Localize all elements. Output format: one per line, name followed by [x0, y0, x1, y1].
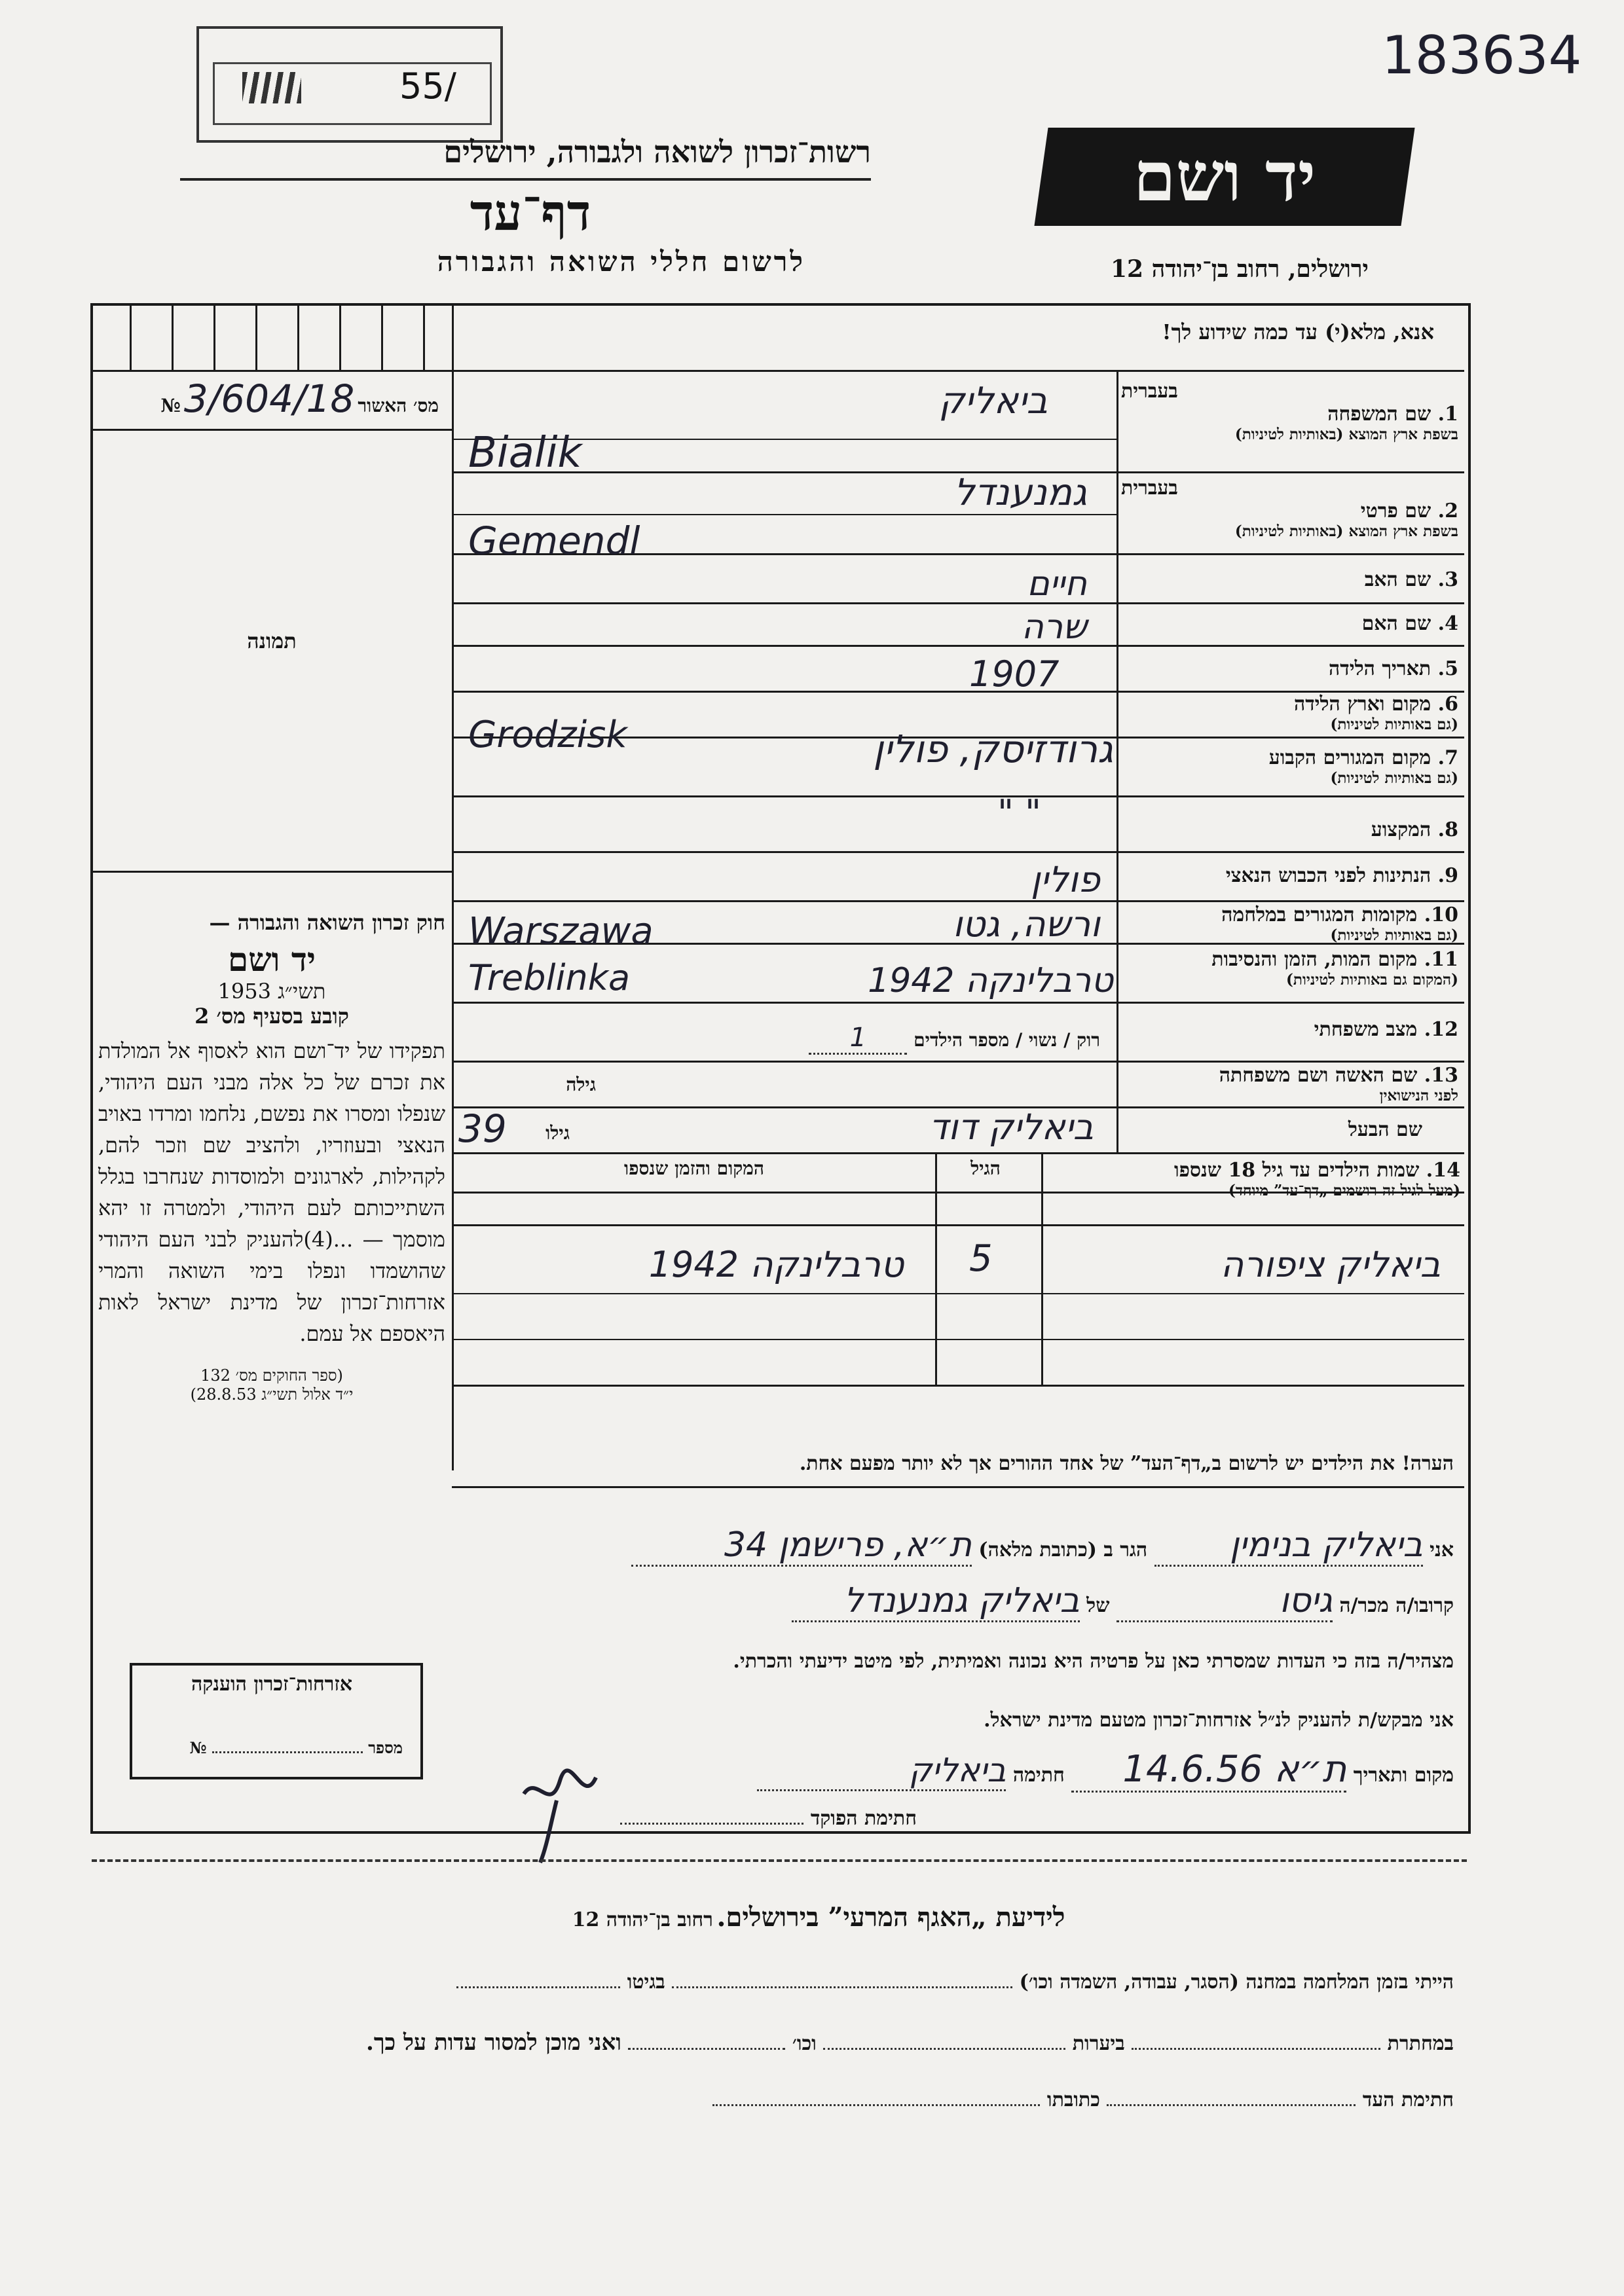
firstname-hebrew: גמנענדל	[953, 471, 1087, 514]
archive-number: 183634	[1382, 25, 1582, 86]
field-7-label: 7. מקום המגורים הקבוע	[1268, 746, 1458, 769]
children-note: (מעל לגיל זה רושמים „דף־עד” מיוחד)	[1228, 1182, 1460, 1199]
children-title-block	[1048, 1159, 1460, 1199]
law-year	[98, 979, 445, 1004]
law-year-heb: תשי״ג	[278, 979, 326, 1004]
field-11-sub: (המקום גם באותיות לטיניות)	[1286, 971, 1458, 989]
marital-options	[809, 1023, 1100, 1055]
authority-underline	[180, 178, 871, 181]
child-place: טרבלינקה 1942	[648, 1244, 904, 1285]
header-address: ירושלים, רחוב בן־יהודה 12	[1110, 255, 1369, 283]
birth-place-latin: Grodzisk	[468, 714, 627, 756]
signature: ביאליק	[757, 1751, 1006, 1791]
firstname-latin: Gemendl	[468, 519, 640, 563]
children-age-divider-right	[1041, 1152, 1043, 1385]
footer-camp-text: הייתי בזמן המלחמה במחנה (הסגר, עבודה, השמדה וכו׳)	[1019, 1971, 1454, 1994]
cell-tick	[213, 305, 215, 370]
husband-age: 39	[458, 1106, 507, 1151]
field-4: 4. שם האם	[1361, 612, 1458, 635]
officer-sig-blank	[620, 1823, 803, 1825]
field-9: 9. הנתינות לפני הכבוש הנאצי	[1225, 864, 1458, 887]
footer-ready: ואני מוכן למסור עדות על כך.	[366, 2030, 621, 2056]
footer-underground-blank	[1132, 2048, 1380, 2050]
surname-latin: Bialik	[468, 429, 582, 477]
declaration: מצהיר/ה בזה כי העדות שמסרתי כאן על פרטיה היא נכונה ואמיתית, לפי מיטב ידיעתי והכרתי.	[733, 1650, 1454, 1673]
row-line	[452, 1002, 1464, 1004]
field-5: 5. תאריך הלידה	[1329, 657, 1458, 680]
children-end-line	[452, 1385, 1464, 1387]
approval-divider	[92, 429, 452, 431]
field-6	[1121, 693, 1458, 733]
field-13-sub: לפני הנישואין	[1379, 1087, 1458, 1104]
row-line	[452, 795, 1464, 797]
field-1	[1121, 380, 1458, 443]
field-3: 3. שם האב	[1364, 568, 1458, 591]
row-line	[452, 900, 1464, 902]
stamp-marks	[242, 72, 301, 103]
cell-tick	[423, 305, 425, 370]
cell-tick	[255, 305, 257, 370]
footer-divider	[92, 1859, 1467, 1862]
place-date-label: מקום ותאריך	[1353, 1764, 1454, 1787]
law-title: חוק זכרון השואה והגבורה —	[209, 910, 445, 935]
surname-hebrew: ביאליק	[938, 380, 1048, 422]
footer-ghetto: בגיטו	[627, 1971, 665, 1994]
field-7-sub: (גם באותיות לטיניות)	[1330, 769, 1458, 787]
footer-title-row	[458, 1902, 1179, 1933]
children-place-header: המקום והזמן שנספו	[624, 1157, 764, 1179]
footer-etc: וכו׳	[792, 2032, 817, 2055]
field-2-label: 2. שם פרטי	[1360, 500, 1458, 522]
relative-row	[792, 1581, 1454, 1622]
children-age-header: הגיל	[970, 1157, 1001, 1179]
relative-label: קרובו/ה מכר/ה	[1339, 1594, 1454, 1617]
field-6-sub: (גם באותיות לטיניות)	[1330, 716, 1458, 733]
field-2	[1121, 477, 1458, 540]
footer-address-blank	[712, 2104, 1040, 2106]
field-11-label: 11. מקום המות, הזמן והנסיבות	[1211, 948, 1458, 971]
cell-tick	[130, 305, 132, 370]
footer-witness-sig: חתימת העד	[1362, 2088, 1454, 2111]
citizenship-title: אזרחות־זכרון הוענקה	[191, 1673, 353, 1696]
child-age: 5	[969, 1237, 993, 1280]
of-name: ביאליק גמנענדל	[792, 1581, 1080, 1622]
field-13-label: 13. שם האשה ושם משפחתה	[1219, 1064, 1458, 1087]
citizenship-number-prefix: №	[189, 1738, 207, 1757]
nationality: פולין	[1031, 859, 1100, 900]
law-name: יד ושם	[228, 940, 316, 979]
footer-forests: ביערות	[1072, 2032, 1125, 2055]
field-1-label: 1. שם המשפחה	[1327, 403, 1458, 426]
law-source-date: י״ד אלול תשי״ג 28.8.53)	[190, 1385, 354, 1404]
authority-line: רשות־זכרון לשואה ולגבורה, ירושלים	[443, 134, 871, 170]
footer-line-2	[366, 2030, 1454, 2056]
approval-prefix: №	[160, 395, 181, 416]
citizenship-number	[141, 1738, 403, 1758]
law-block	[98, 910, 445, 1404]
field-1-heb-tag: בעברית	[1121, 380, 1178, 403]
law-year-num: 1953	[217, 979, 271, 1004]
citizenship-request: אני מבקש/ת להעניק לנ״ל אזרחות־זכרון מטעם מדינת ישראל.	[984, 1709, 1454, 1732]
field-1-sub: בשפת ארץ המוצא (באותיות לטיניות)	[1234, 426, 1458, 443]
photo-label: תמונה	[247, 629, 297, 653]
approval-number-row	[118, 376, 439, 422]
law-clause: קובע בסעיף מס׳ 2	[194, 1004, 349, 1029]
field-6-label: 6. מקום וארץ הלידה	[1293, 693, 1458, 716]
footer-forests-blank	[823, 2048, 1065, 2050]
cell-tick	[339, 305, 341, 370]
husband-age-label: גילו	[545, 1122, 570, 1144]
marital-options-text: רוק / נשוי / מספר הילדים	[913, 1029, 1100, 1051]
row-line	[452, 1152, 1464, 1154]
field-7	[1121, 746, 1458, 787]
footer-address-label: כתובתו	[1046, 2088, 1100, 2111]
children-count: 1	[809, 1023, 907, 1055]
approval-value: 3/604/18	[183, 376, 355, 421]
field-10-sub: (גם באותיות לטיניות)	[1330, 926, 1458, 944]
citizenship-number-label: מספר	[368, 1738, 403, 1757]
child-name: ביאליק ציפורה	[1221, 1244, 1441, 1285]
row-line	[452, 851, 1464, 853]
footer-line-1	[456, 1971, 1454, 1994]
labels-divider	[1116, 371, 1118, 1153]
declarant-row	[631, 1525, 1454, 1567]
birth-date: 1907	[969, 653, 1060, 695]
row-line	[452, 602, 1464, 604]
of-label: של	[1086, 1594, 1110, 1617]
field-10-label: 10. מקומות המגורים במלחמה	[1221, 903, 1458, 926]
footer-title: לידיעת „האגף המרעי” בירושלים.	[716, 1902, 1065, 1933]
form-subtitle: לרשום חללי השואה והגבורה	[437, 246, 805, 278]
husband-name: ביאליק דוד	[929, 1106, 1094, 1148]
row-line	[452, 1061, 1464, 1063]
footer-line-3	[712, 2088, 1454, 2111]
mother-name: שרה	[1021, 608, 1087, 647]
relation: גיסו	[1116, 1581, 1333, 1622]
officer-label: חתימת הפוקד	[810, 1807, 917, 1830]
children-title: 14. שמות הילדים עד גיל 18 שנספו	[1173, 1159, 1460, 1182]
children-header-line	[452, 1224, 1464, 1226]
wartime-residence: ורשה, גטו	[952, 903, 1100, 945]
footer-witness-blank	[1107, 2104, 1356, 2106]
row-line	[452, 645, 1464, 647]
law-source: (ספר החוקים מס׳ 132	[200, 1366, 343, 1385]
cell-tick	[172, 305, 174, 370]
form-title: דף־עד	[470, 183, 591, 242]
wife-age-label: גילה	[566, 1074, 596, 1095]
husband-label: שם הבעל	[1348, 1118, 1422, 1141]
stamp-number: 55/	[399, 65, 456, 107]
law-text: תפקידו של יד־ושם הוא לאסוף אל המולדת את זכרם של כל אלה מבני העם היהודי, שנפלו ומסרו את נפשם, נלחמו ומרדו באויב הנאצי ובעוזריו, ולהציב שם וזכר להם, לקהילות, לארגונים ולמוסדות שנחרבו בגלל השתייכותם לעם היהודי, ולמטרה זו יהא מוסמך — ...(4)להעניק לבני העם היהודי שהושמדו ונפלו בימי השואה והמרי אזרחות־זכרון של מדינת ישראל לאות היאספם אל עמם.	[98, 1038, 446, 1346]
citizenship-number-blank	[212, 1751, 363, 1753]
field-13	[1121, 1064, 1458, 1104]
footer-underground: במחתרת	[1387, 2032, 1454, 2055]
wartime-residence-latin: Warszawa	[468, 910, 654, 953]
left-column-divider	[452, 305, 454, 1470]
logo-text: יד ושם	[1133, 136, 1316, 217]
cell-tick	[381, 305, 383, 370]
residence-ditto: " "	[997, 792, 1041, 833]
sub-line	[452, 514, 1116, 515]
remark: הערה! את הילדים יש לרשום ב„דף־העד” של אחד ההורים אך לא יותר מפעם אחת.	[799, 1452, 1454, 1475]
officer-row	[620, 1807, 917, 1830]
declarant-resides-label: הגר ב (כתובת מלאה)	[978, 1539, 1148, 1561]
footer-etc-blank	[628, 2048, 785, 2050]
signature-label: חתימה	[1012, 1764, 1065, 1787]
field-10	[1121, 903, 1458, 944]
field-12: 12. מצב משפחתי	[1314, 1018, 1458, 1041]
declarant-name: ביאליק בנימין	[1154, 1525, 1423, 1567]
father-name: חיים	[1027, 564, 1087, 604]
death-place-latin: Treblinka	[468, 957, 631, 998]
place-date: ת״א 14.6.56	[1071, 1748, 1346, 1793]
declarant-i: אני	[1430, 1539, 1454, 1561]
birth-place: גרודזיסק, פולין	[873, 727, 1113, 771]
remark-line	[452, 1486, 1464, 1488]
children-row-line	[452, 1293, 1464, 1294]
field-2-heb-tag: בעברית	[1121, 477, 1178, 500]
field-2-sub: בשפת ארץ המוצא (באותיות לטיניות)	[1234, 522, 1458, 540]
death-place: טרבלינקה 1942	[868, 961, 1113, 1000]
field-11	[1121, 948, 1458, 989]
officer-signature	[511, 1755, 609, 1866]
photo-divider	[92, 871, 452, 873]
intro-request: אנא, מלא(י) עד כמה שידוע לך!	[1162, 319, 1434, 344]
children-row-line	[452, 1339, 1464, 1340]
intro-divider	[92, 370, 1464, 372]
footer-camp-blank	[672, 1986, 1012, 1988]
cell-tick	[297, 305, 299, 370]
place-date-row	[757, 1748, 1454, 1793]
footer-ghetto-blank	[456, 1986, 620, 1988]
field-8: 8. המקצוע	[1371, 818, 1458, 841]
declarant-address: ת״א, פרישמן 34	[631, 1525, 972, 1567]
children-age-divider-left	[935, 1152, 937, 1385]
footer-address: רחוב בן־יהודה 12	[572, 1908, 713, 1931]
approval-label: מס׳ האשור	[358, 395, 439, 416]
